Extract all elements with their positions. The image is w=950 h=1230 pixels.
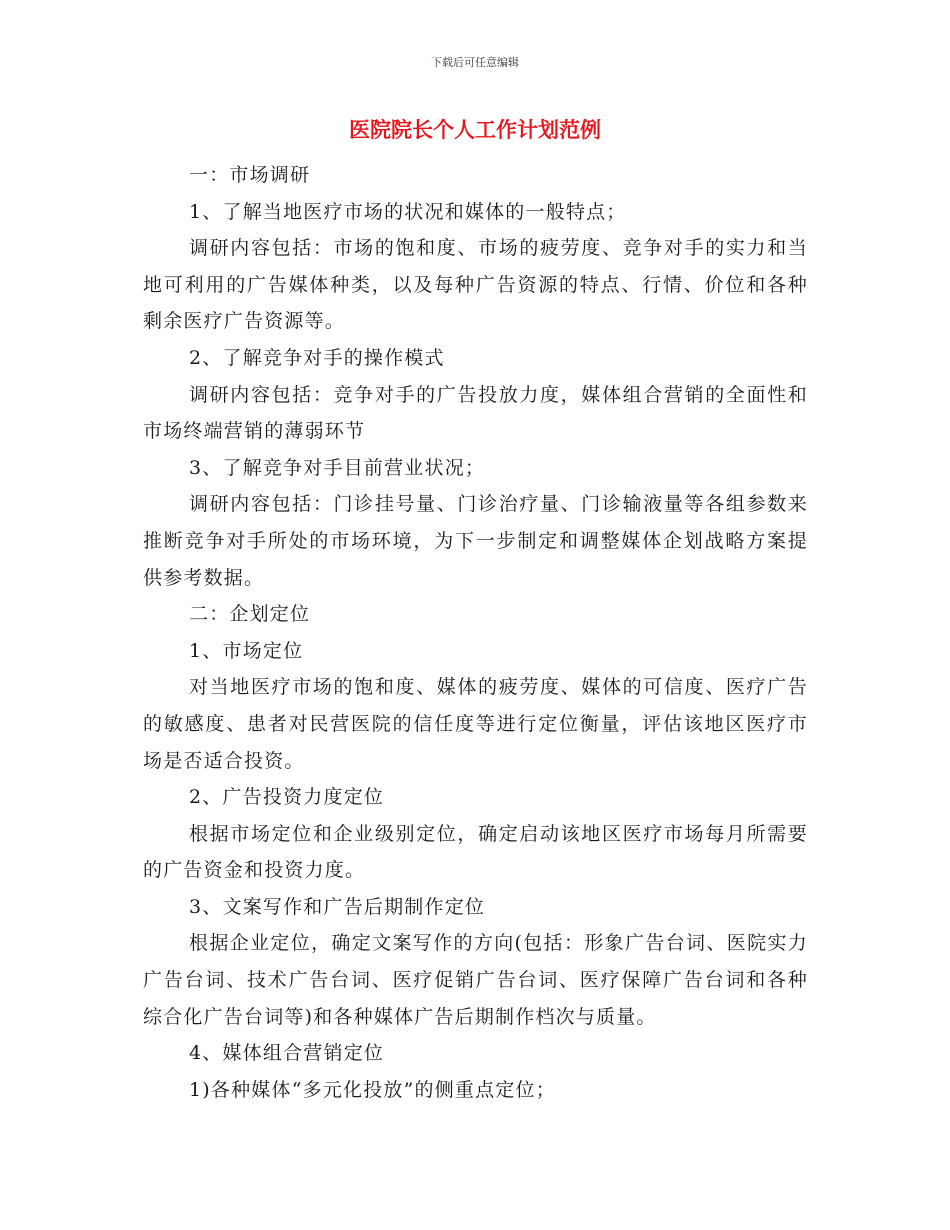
item-heading: 3、文案写作和广告后期制作定位 [189,895,486,918]
paragraph: 根据企业定位，确定文案写作的方向(包括：形象广告台词、医院实力广告台词、技术广告台词、医疗促销广告台词、医疗保障广告台词和各种综合化广告台词等)和各种媒体广告后期制作档次与质量。 [143,932,808,1028]
item-heading: 2、广告投资力度定位 [189,786,385,809]
sub-item: 1)各种媒体“多元化投放”的侧重点定位； [189,1078,556,1101]
page-header-note: 下载后可任意编辑 [431,56,519,69]
paragraph: 调研内容包括：门诊挂号量、门诊治疗量、门诊输液量等各组参数来推断竞争对手所处的市场环境，为下一步制定和调整媒体企划战略方案提供参考数据。 [143,493,808,589]
paragraph: 调研内容包括：竞争对手的广告投放力度，媒体组合营销的全面性和市场终端营销的薄弱环节 [143,383,808,443]
section-heading-2: 二：企划定位 [189,603,311,626]
item-heading: 3、了解竞争对手目前营业状况； [189,456,486,479]
item-heading: 2、了解竞争对手的操作模式 [189,346,445,369]
item-heading: 1、市场定位 [189,639,304,662]
section-heading-1: 一：市场调研 [189,164,311,186]
item-heading: 1、了解当地医疗市场的状况和媒体的一般特点； [189,200,627,223]
item-heading: 4、媒体组合营销定位 [189,1042,385,1065]
paragraph: 调研内容包括：市场的饱和度、市场的疲劳度、竞争对手的实力和当地可利用的广告媒体种类，以及每种广告资源的特点、行情、价位和各种剩余医疗广告资源等。 [143,237,808,333]
document-body [143,157,808,1108]
paragraph: 对当地医疗市场的饱和度、媒体的疲劳度、媒体的可信度、医疗广告的敏感度、患者对民营医院的信任度等进行定位衡量，评估该地区医疗市场是否适合投资。 [143,676,808,772]
document-title: 医院院长个人工作计划范例 [349,117,601,142]
paragraph: 根据市场定位和企业级别定位，确定启动该地区医疗市场每月所需要的广告资金和投资力度。 [143,822,808,882]
